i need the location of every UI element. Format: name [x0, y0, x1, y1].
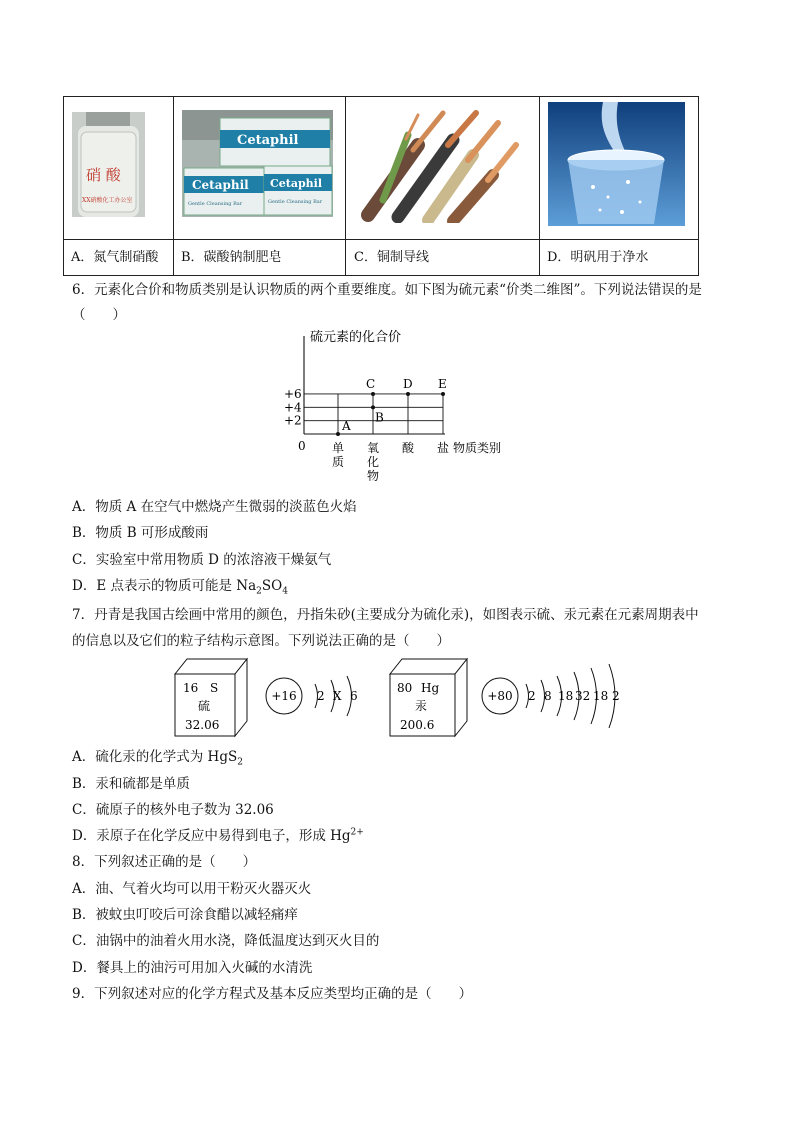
origin-label: 0	[298, 439, 306, 453]
q6-option-c: C．实验室中常用物质 D 的浓溶液干燥氨气	[72, 552, 332, 568]
point-label-E: E	[438, 376, 447, 391]
water-glass-image	[548, 102, 685, 226]
q6-stem-line1: 6．元素化合价和物质类别是认识物质的两个重要维度。如下图为硫元素“价类二维图”。下列说法错误的是	[72, 282, 702, 298]
q6-option-a: A．物质 A 在空气中燃烧产生微弱的淡蓝色火焰	[72, 499, 357, 515]
bottle-label: 硝 酸	[86, 166, 121, 184]
mercury-periodic-cell	[390, 659, 467, 736]
point-E	[441, 392, 445, 396]
y-tick-label: +4	[284, 400, 302, 415]
bottle-note: XX硝酸化工办公室	[82, 197, 133, 204]
q6-stem-line2: （ ）	[72, 307, 126, 323]
sulfur-atom-structure	[266, 676, 358, 716]
soap-brand-left: Cetaphil	[192, 178, 249, 192]
point-A	[336, 432, 340, 436]
sulfur-periodic-cell	[175, 659, 247, 736]
q7-option-d: D．汞原子在化学反应中易得到电子，形成 $Hg^{2+}$	[72, 827, 364, 844]
svg-text:汞: 汞	[415, 699, 428, 713]
svg-text:2: 2	[612, 689, 620, 703]
copper-wire-image	[358, 105, 523, 223]
q8-option-a: A．油、气着火均可以用干粉灭火器灭火	[72, 881, 312, 897]
q8-option-d: D．餐具上的油污可用加入火碱的水清洗	[72, 960, 313, 976]
valence-category-chart	[280, 326, 520, 488]
option-b-caption: B．碳酸钠制肥皂	[181, 250, 282, 265]
svg-text:8: 8	[544, 689, 552, 703]
element-info-diagram	[170, 654, 640, 740]
svg-text:2: 2	[317, 689, 325, 703]
svg-text:80: 80	[397, 681, 413, 695]
option-d-caption: D．明矾用于净水	[547, 250, 649, 265]
mercury-atom-structure	[482, 664, 620, 728]
q7-option-b: B．汞和硫都是单质	[72, 776, 190, 792]
q9-stem: 9．下列叙述对应的化学方程式及基本反应类型均正确的是（ ）	[72, 986, 473, 1002]
y-tick-label: +2	[284, 413, 302, 428]
option-c-caption: C．铜制导线	[354, 250, 429, 265]
q8-option-b: B．被蚊虫叮咬后可涂食醋以减轻痛痒	[72, 907, 298, 923]
svg-text:18: 18	[593, 689, 609, 703]
x-category-label: 氧化物	[366, 441, 380, 483]
q8-option-c: C．油锅中的油着火用水浇，降低温度达到灭火目的	[72, 933, 380, 949]
svg-text:6: 6	[350, 689, 358, 703]
svg-text:Hg: Hg	[421, 681, 440, 695]
svg-text:+80: +80	[487, 689, 513, 703]
x-axis-label: 物质类别	[453, 441, 502, 455]
soap-brand-right: Cetaphil	[270, 177, 323, 190]
svg-text:+16: +16	[271, 689, 297, 703]
point-label-C: C	[366, 376, 376, 391]
x-category-label: 单质	[331, 441, 345, 469]
svg-text:Gentle Cleansing Bar: Gentle Cleansing Bar	[188, 201, 243, 207]
q7-stem-line2: 的信息以及它们的粒子结构示意图。下列说法正确的是（ ）	[72, 633, 450, 649]
q8-stem: 8．下列叙述正确的是（ ）	[72, 854, 257, 870]
x-category-label: 盐	[436, 441, 450, 455]
svg-text:32: 32	[575, 689, 591, 703]
point-label-D: D	[403, 376, 413, 391]
x-category-label: 酸	[401, 441, 415, 455]
option-a-caption: A．氮气制硝酸	[71, 250, 159, 265]
q6-option-d: D．E 点表示的物质可能是 $Na_2SO_4$	[72, 578, 288, 597]
soap-boxes-image	[182, 110, 333, 217]
svg-text:Gentle Cleansing Bar: Gentle Cleansing Bar	[268, 199, 323, 205]
option-image-table	[63, 96, 699, 276]
soap-brand-top: Cetaphil	[237, 133, 299, 148]
q7-option-c: C．硫原子的核外电子数为 32.06	[72, 802, 274, 818]
svg-text:32.06: 32.06	[185, 718, 220, 732]
point-D	[406, 392, 410, 396]
svg-text:200.6: 200.6	[400, 718, 435, 732]
q7-stem-line1: 7．丹青是我国古绘画中常用的颜色，丹指朱砂(主要成分为硫化汞)，如图表示硫、汞元素在元素周期表中	[72, 607, 699, 623]
q7-option-a: A．硫化汞的化学式为 HgS$_2$	[72, 749, 243, 768]
point-label-B: B	[375, 410, 384, 425]
q6-option-b: B．物质 B 可形成酸雨	[72, 525, 209, 541]
y-tick-label: +6	[284, 386, 302, 401]
svg-text:X: X	[333, 689, 342, 703]
nitric-acid-bottle-image	[72, 112, 145, 217]
point-B	[371, 405, 375, 409]
svg-text:硫: 硫	[198, 699, 211, 713]
point-C	[371, 392, 375, 396]
svg-text:2: 2	[528, 689, 536, 703]
svg-text:S: S	[210, 681, 219, 695]
y-axis-label: 硫元素的化合价	[310, 330, 402, 345]
svg-text:16: 16	[183, 681, 199, 695]
svg-text:18: 18	[558, 689, 574, 703]
point-label-A: A	[342, 419, 351, 433]
